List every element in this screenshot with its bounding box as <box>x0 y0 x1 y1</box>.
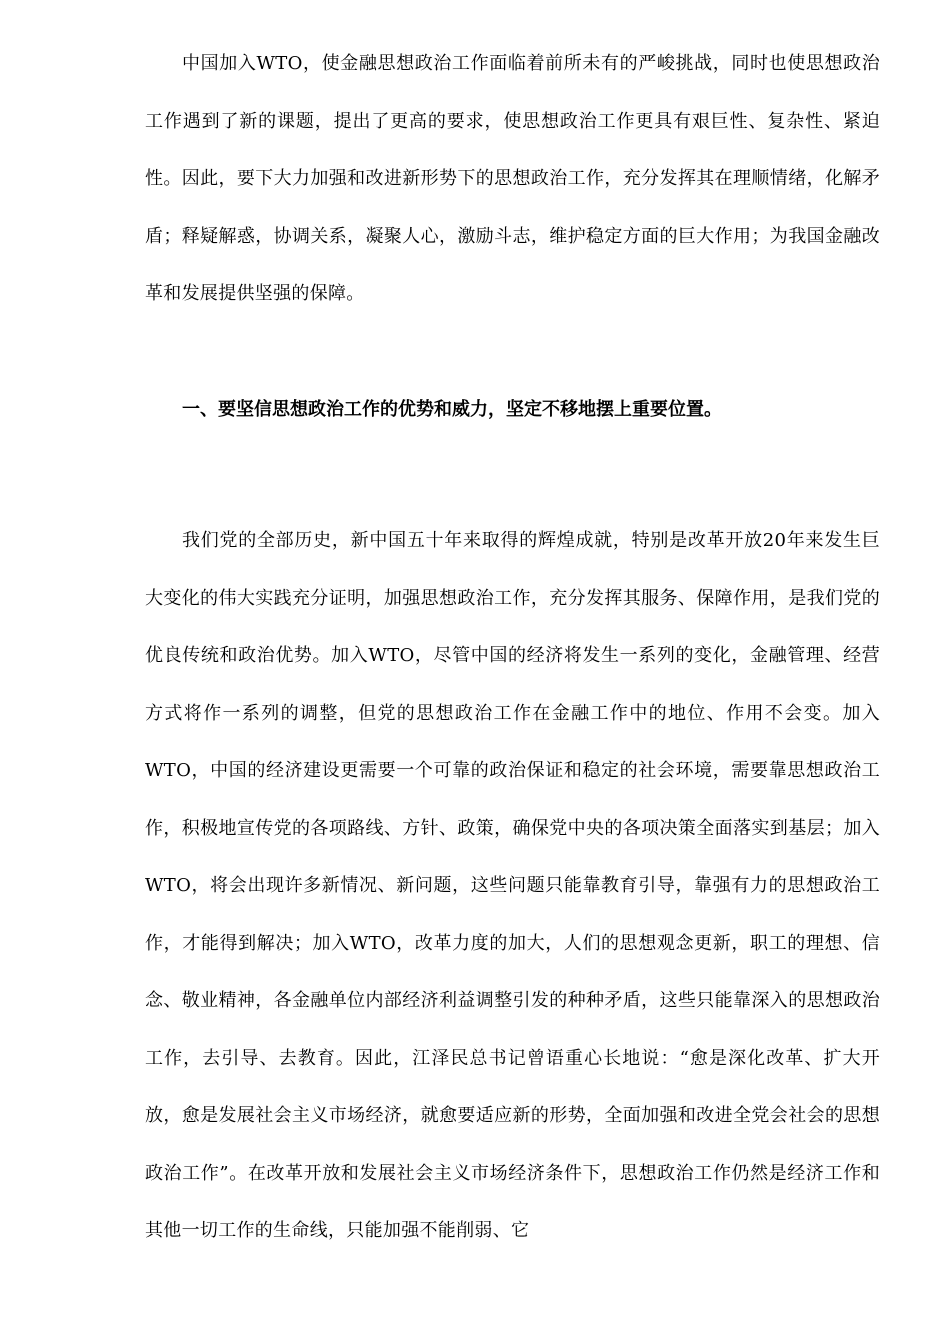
body-paragraph: 我们党的全部历史，新中国五十年来取得的辉煌成就，特别是改革开放20年来发生巨大变化的伟大实践充分证明，加强思想政治工作，充分发挥其服务、保障作用，是我们党的优良传统和政治优势。加入WTO，尽管中国的经济将发生一系列的变化，金融管理、经营方式将作一系列的调整，但党的思想政治工作在金融工作中的地位、作用不会变。加入WTO，中国的经济建设更需要一个可靠的政治保证和稳定的社会环境，需要靠思想政治工作，积极地宣传党的各项路线、方针、政策，确保党中央的各项决策全面落实到基层；加入WTO，将会出现许多新情况、新问题，这些问题只能靠教育引导，靠强有力的思想政治工作，才能得到解决；加入WTO，改革力度的加大，人们的思想观念更新，职工的理想、信念、敬业精神，各金融单位内部经济利益调整引发的种种矛盾，这些只能靠深入的思想政治工作，去引导、去教育。因此，江泽民总书记曾语重心长地说：“愈是深化改革、扩大开放，愈是发展社会主义市场经济，就愈要适应新的形势，全面加强和改进全党会社会的思想政治工作”。在改革开放和发展社会主义市场经济条件下，思想政治工作仍然是经济工作和其他一切工作的生命线，只能加强不能削弱、它 <box>145 530 880 1241</box>
intro-paragraph: 中国加入WTO，使金融思想政治工作面临着前所未有的严峻挑战，同时也使思想政治工作遇到了新的课题，提出了更高的要求，使思想政治工作更具有艰巨性、复杂性、紧迫性。因此，要下大力加强和改进新形势下的思想政治工作，充分发挥其在理顺情绪，化解矛盾；释疑解惑，协调关系，凝聚人心，激励斗志，维护稳定方面的巨大作用；为我国金融改革和发展提供坚强的保障。 <box>145 53 880 304</box>
document-page <box>145 0 880 1344</box>
section-heading: 一、要坚信思想政治工作的优势和威力，坚定不移地摆上重要位置。 <box>182 399 722 420</box>
